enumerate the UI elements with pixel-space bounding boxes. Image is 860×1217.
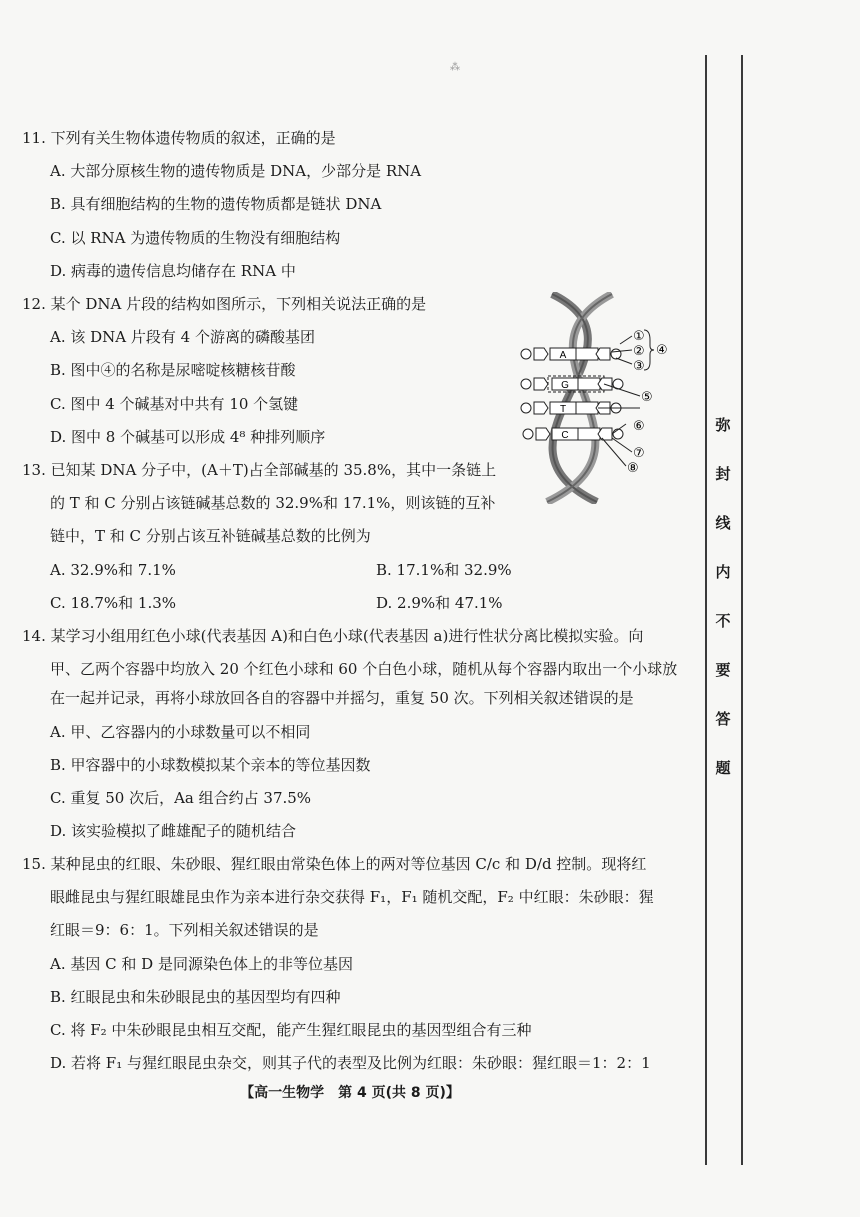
q11-option-a: A. 大部分原核生物的遗传物质是 DNA，少部分是 RNA (50, 162, 422, 180)
q13-option-c: C. 18.7%和 1.3% (50, 594, 177, 612)
q14-stem-line-1: 14. 某学习小组用红色小球(代表基因 A)和白色小球(代表基因 a)进行性状分离比模拟实验。向 (22, 627, 644, 645)
q15-option-b: B. 红眼昆虫和朱砂眼昆虫的基因型均有四种 (50, 988, 341, 1006)
seal-line-notice (708, 418, 738, 810)
base-letter-t: T (559, 404, 567, 415)
q14-option-c: C. 重复 50 次后，Aa 组合约占 37.5% (50, 789, 312, 807)
seal-char: 题 (715, 759, 731, 777)
q12-option-b: B. 图中④的名称是尿嘧啶核糖核苷酸 (50, 361, 296, 379)
q12-option-d: D. 图中 8 个碱基可以形成 4⁸ 种排列顺序 (50, 428, 326, 446)
callout-2: ② (633, 344, 645, 359)
seal-char: 弥 (715, 416, 731, 434)
seal-char: 封 (715, 465, 731, 483)
q13-option-b: B. 17.1%和 32.9% (376, 561, 512, 579)
binding-line-right (741, 55, 743, 1165)
q15-stem-line-2: 眼雌昆虫与猩红眼雄昆虫作为亲本进行杂交获得 F₁，F₁ 随机交配，F₂ 中红眼：朱砂眼：猩 (50, 888, 654, 906)
q12-option-a: A. 该 DNA 片段有 4 个游离的磷酸基团 (50, 328, 315, 346)
base-pair-1 (521, 348, 621, 361)
q12-stem: 12. 某个 DNA 片段的结构如图所示，下列相关说法正确的是 (22, 295, 427, 313)
page-footer: 【高一生物学 第 4 页(共 8 页)】 (240, 1085, 460, 1101)
q15-stem-line-3: 红眼＝9：6：1。下列相关叙述错误的是 (50, 921, 319, 939)
q13-stem-line-1: 13. 已知某 DNA 分子中，(A＋T)占全部碱基的 35.8%，其中一条链上 (22, 461, 497, 479)
q14-option-d: D. 该实验模拟了雌雄配子的随机结合 (50, 822, 297, 840)
q12-option-c: C. 图中 4 个碱基对中共有 10 个氢键 (50, 395, 299, 413)
q14-stem-line-2: 甲、乙两个容器中均放入 20 个红色小球和 60 个白色小球，随机从每个容器内取出一个小球放 (50, 660, 678, 678)
binding-line-left (705, 55, 707, 1165)
q14-option-a: A. 甲、乙容器内的小球数量可以不相同 (50, 723, 311, 741)
q11-option-c: C. 以 RNA 为遗传物质的生物没有细胞结构 (50, 229, 341, 247)
q11-stem: 11. 下列有关生物体遗传物质的叙述，正确的是 (22, 129, 336, 147)
callout-1: ① (633, 329, 645, 344)
callout-4: ④ (656, 343, 668, 358)
callout-5: ⑤ (641, 390, 653, 405)
q15-option-c: C. 将 F₂ 中朱砂眼昆虫相互交配，能产生猩红眼昆虫的基因型组合有三种 (50, 1021, 532, 1039)
q14-stem-line-3: 在一起并记录，再将小球放回各自的容器中并摇匀，重复 50 次。下列相关叙述错误的是 (50, 689, 634, 707)
q13-option-a: A. 32.9%和 7.1% (50, 561, 176, 579)
base-pair-2 (521, 376, 623, 392)
q11-option-b: B. 具有细胞结构的生物的遗传物质都是链状 DNA (50, 195, 382, 213)
seal-char: 答 (715, 710, 731, 728)
seal-char: 不 (715, 612, 731, 630)
q11-option-d: D. 病毒的遗传信息均储存在 RNA 中 (50, 262, 296, 280)
q15-stem-line-1: 15. 某种昆虫的红眼、朱砂眼、猩红眼由常染色体上的两对等位基因 C/c 和 D/d 控制。现将红 (22, 855, 647, 873)
q15-option-d: D. 若将 F₁ 与猩红眼昆虫杂交，则其子代的表型及比例为红眼：朱砂眼：猩红眼＝1：2：1 (50, 1054, 651, 1072)
base-letter-g: G (561, 380, 569, 391)
callout-8: ⑧ (627, 461, 639, 476)
base-letter-a: A (559, 350, 567, 361)
seal-char: 内 (715, 563, 731, 581)
dna-structure-figure (512, 292, 682, 504)
callout-3: ③ (633, 359, 645, 374)
q15-option-a: A. 基因 C 和 D 是同源染色体上的非等位基因 (50, 955, 353, 973)
q13-stem-line-2: 的 T 和 C 分别占该链碱基总数的 32.9%和 17.1%，则该链的互补 (50, 494, 496, 512)
q13-stem-line-3: 链中，T 和 C 分别占该互补链碱基总数的比例为 (50, 527, 371, 545)
seal-char: 线 (715, 514, 731, 532)
base-letter-c: C (561, 430, 569, 441)
callout-6: ⑥ (633, 419, 645, 434)
paper-smudge: ⁂ (450, 62, 460, 73)
base-pair-4 (523, 428, 623, 441)
callout-7: ⑦ (633, 446, 645, 461)
seal-char: 要 (715, 661, 731, 679)
q14-option-b: B. 甲容器中的小球数模拟某个亲本的等位基因数 (50, 756, 371, 774)
q13-option-d: D. 2.9%和 47.1% (376, 594, 503, 612)
